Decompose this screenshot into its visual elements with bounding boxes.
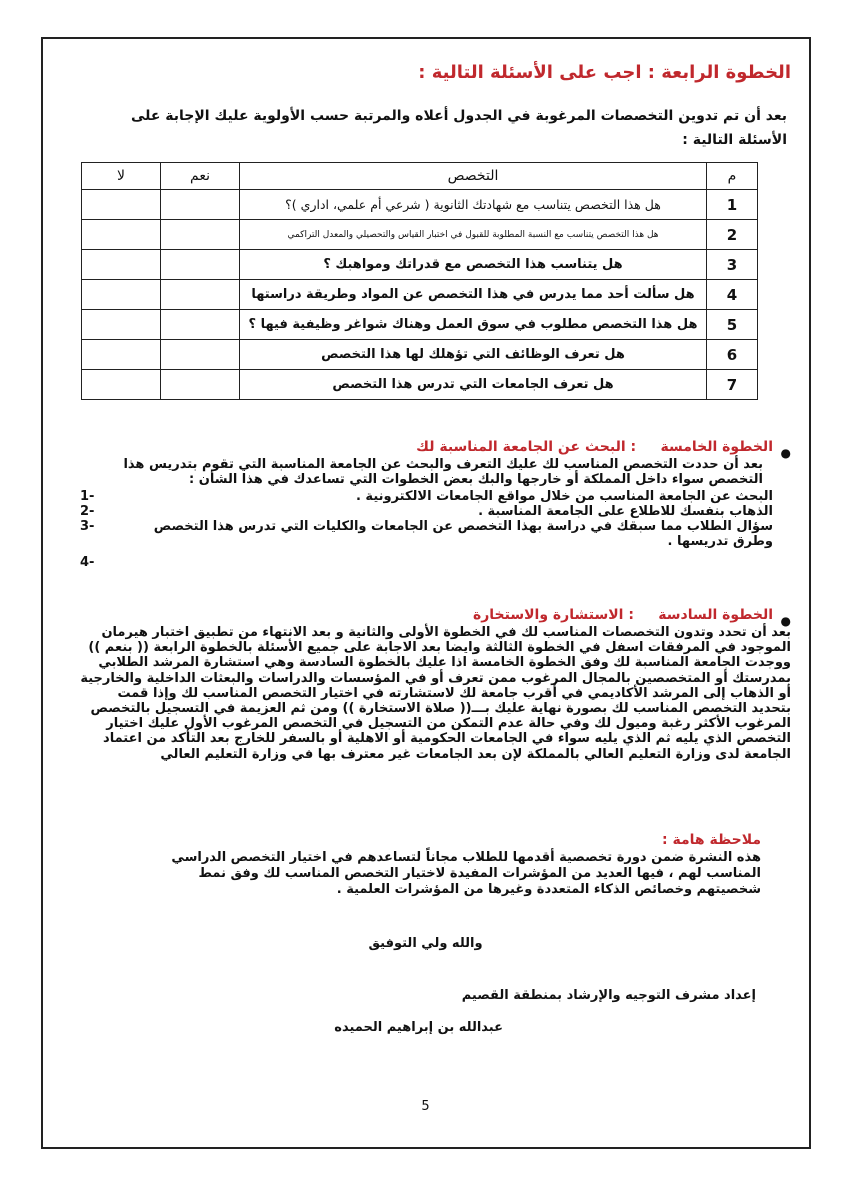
list-item-text: [110, 555, 791, 570]
step6-label: الخطوة السادسة: [658, 607, 773, 623]
row-num: 4: [707, 280, 758, 310]
header-spec: التخصص: [240, 163, 707, 190]
step5-heading: [80, 440, 773, 455]
row-num: 6: [707, 340, 758, 370]
author-name: عبدالله بن إبراهيم الحميده: [334, 1020, 503, 1035]
step5-section: [80, 440, 791, 570]
bullet-icon: ●: [780, 614, 791, 628]
list-item: [80, 489, 791, 504]
answer-yes-cell[interactable]: [161, 220, 240, 250]
table-row: [82, 310, 758, 340]
answer-no-cell[interactable]: [82, 190, 161, 220]
row-question: هل هذا التخصص يتناسب مع النسبة المطلوبة للقبول في اختبار القياس والتحصيلي والمعدل التراكمي: [240, 220, 707, 250]
row-question: هل هذا التخصص يتناسب مع شهادتك الثانوية ( شرعي أم علمي، اداري )؟: [240, 190, 707, 220]
note-title: ملاحظة هامة :: [662, 832, 761, 848]
list-item: [80, 555, 791, 570]
header-yes: نعم: [161, 163, 240, 190]
list-item-text: البحث عن الجامعة المناسب من خلال مواقع الجامعات الالكترونية .: [355, 489, 773, 504]
step6-title: : الاستشارة والاستخارة: [472, 607, 634, 623]
step5-list: [80, 489, 791, 570]
list-item-number: -4: [80, 555, 95, 570]
row-question: هل تعرف الوظائف التي تؤهلك لها هذا التخصص: [240, 340, 707, 370]
table-row: [82, 250, 758, 280]
row-question: هل يتناسب هذا التخصص مع قدراتك ومواهبك ؟: [240, 250, 707, 280]
table-row: [82, 190, 758, 220]
table-row: [82, 340, 758, 370]
table-row: [82, 280, 758, 310]
answer-no-cell[interactable]: [82, 340, 161, 370]
answer-no-cell[interactable]: [82, 370, 161, 400]
row-question: هل سألت أحد مما يدرس في هذا التخصص عن المواد وطريقة دراستها: [240, 280, 707, 310]
answer-yes-cell[interactable]: [161, 190, 240, 220]
row-question: هل تعرف الجامعات التي تدرس هذا التخصص: [240, 370, 707, 400]
answer-yes-cell[interactable]: [161, 340, 240, 370]
table-row: [82, 370, 758, 400]
header-num: م: [707, 163, 758, 190]
header-no: لا: [82, 163, 161, 190]
answer-yes-cell[interactable]: [161, 280, 240, 310]
row-num: 2: [707, 220, 758, 250]
step4-intro: بعد أن تم تدوين التخصصات المرغوبة في الجدول أعلاه والمرتبة حسب الأولوية عليك الإجابة على الأسئلة التالية :: [130, 108, 787, 148]
author-prepared-by: إعداد مشرف التوجيه والإرشاد بمنطقة القصيم: [461, 988, 756, 1003]
list-item-text: سؤال الطلاب مما سبقك في دراسة بهذا التخصص عن الجامعات والكليات التي تدرس هذا التخصص وطرق تدريسها .: [153, 519, 773, 549]
list-item-number: -3: [80, 519, 95, 534]
answer-no-cell[interactable]: [82, 310, 161, 340]
step6-heading: [80, 608, 773, 623]
bullet-icon: ●: [780, 446, 791, 460]
note-body: هذه النشرة ضمن دورة تخصصية أقدمها للطلاب مجاناً لتساعدهم في اختيار التخصص الدراسي المناسب لهم ، فيها العديد من المؤشرات المفيدة لاختيار التخصص المناسب لك وفق نمط شخصيتهم وخصائص الذكاء المتعددة وغيرها من المؤشرات العلمية .: [171, 850, 761, 897]
answer-yes-cell[interactable]: [161, 250, 240, 280]
page-number: 5: [421, 1099, 430, 1114]
list-item-number: -2: [80, 504, 95, 519]
questions-table: [81, 162, 758, 400]
answer-yes-cell[interactable]: [161, 370, 240, 400]
row-num: 1: [707, 190, 758, 220]
answer-yes-cell[interactable]: [161, 310, 240, 340]
list-item: [80, 504, 791, 519]
step6-section: [80, 608, 791, 762]
step6-body: بعد أن تحدد وتدون التخصصات المناسب لك في الخطوة الأولى والثانية و بعد الانتهاء من تطبيق اختبار هيرمان الموجود في المرفقات اسفل في الخطوة الثالثة وايضا بعد الاجابة على جميع الأسئلة بالخطوة الرابعة (( بنعم )) ووجدت الجامعة المناسبة لك وفق الخطوة الخامسة اذا عليك بالخطوة السادسة وهي استشارة المرشد الطلابي بمدرستك أو المتخصصين بالمجال المرغوب ممن تعرف أو في المؤسسات والدراسات والبعثات الداخلية والخارجية أو الذهاب إلى المرشد الأكاديمي في أقرب جامعة لك لاستشارته في اختيار التخصص المناسب لك وإذا قمت بتحديد التخصص المناسب لك بصورة نهاية عليك بـــ(( صلاة الاستخارة )) ومن ثم العزيمة في التسجيل بالتخصص المرغوب الأكثر رغبة وميول لك وفي حالة عدم التمكن من التسجيل في التخصص المرغوب الأول عليك اختيار التخصص الذي يليه ثم الذي يليه سواء في الجامعات الحكومية أو الاهلية أو بالسفر للخارج بعد التأكد من اعتماد الجامعة لدى وزارة التعليم العالي بالمملكة لإن بعد الجامعات غير معترف بها في وزارة التعليم العالي: [80, 625, 791, 762]
row-num: 5: [707, 310, 758, 340]
table-header-row: [82, 163, 758, 190]
list-item-text: الذهاب بنفسك للاطلاع على الجامعة المناسبة .: [478, 504, 773, 519]
row-question: هل هذا التخصص مطلوب في سوق العمل وهناك شواغر وظيفية فيها ؟: [240, 310, 707, 340]
step4-title: الخطوة الرابعة : اجب على الأسئلة التالية :: [418, 62, 791, 83]
closing-text: والله ولي التوفيق: [368, 936, 483, 951]
row-num: 7: [707, 370, 758, 400]
answer-no-cell[interactable]: [82, 220, 161, 250]
row-num: 3: [707, 250, 758, 280]
step5-label: الخطوة الخامسة: [660, 439, 773, 455]
step5-body: بعد أن حددت التخصص المناسب لك عليك التعرف والبحث عن الجامعة المناسبة التي تقوم بتدريس هذا التخصص سواء داخل المملكة أو خارجها والبك بعض الخطوات التي تساعدك في هذا الشأن :: [123, 457, 763, 487]
answer-no-cell[interactable]: [82, 280, 161, 310]
table-row: [82, 220, 758, 250]
answer-no-cell[interactable]: [82, 250, 161, 280]
list-item: [80, 519, 791, 549]
list-item-number: -1: [80, 489, 95, 504]
step5-title: : البحث عن الجامعة المناسبة لك: [416, 439, 637, 455]
